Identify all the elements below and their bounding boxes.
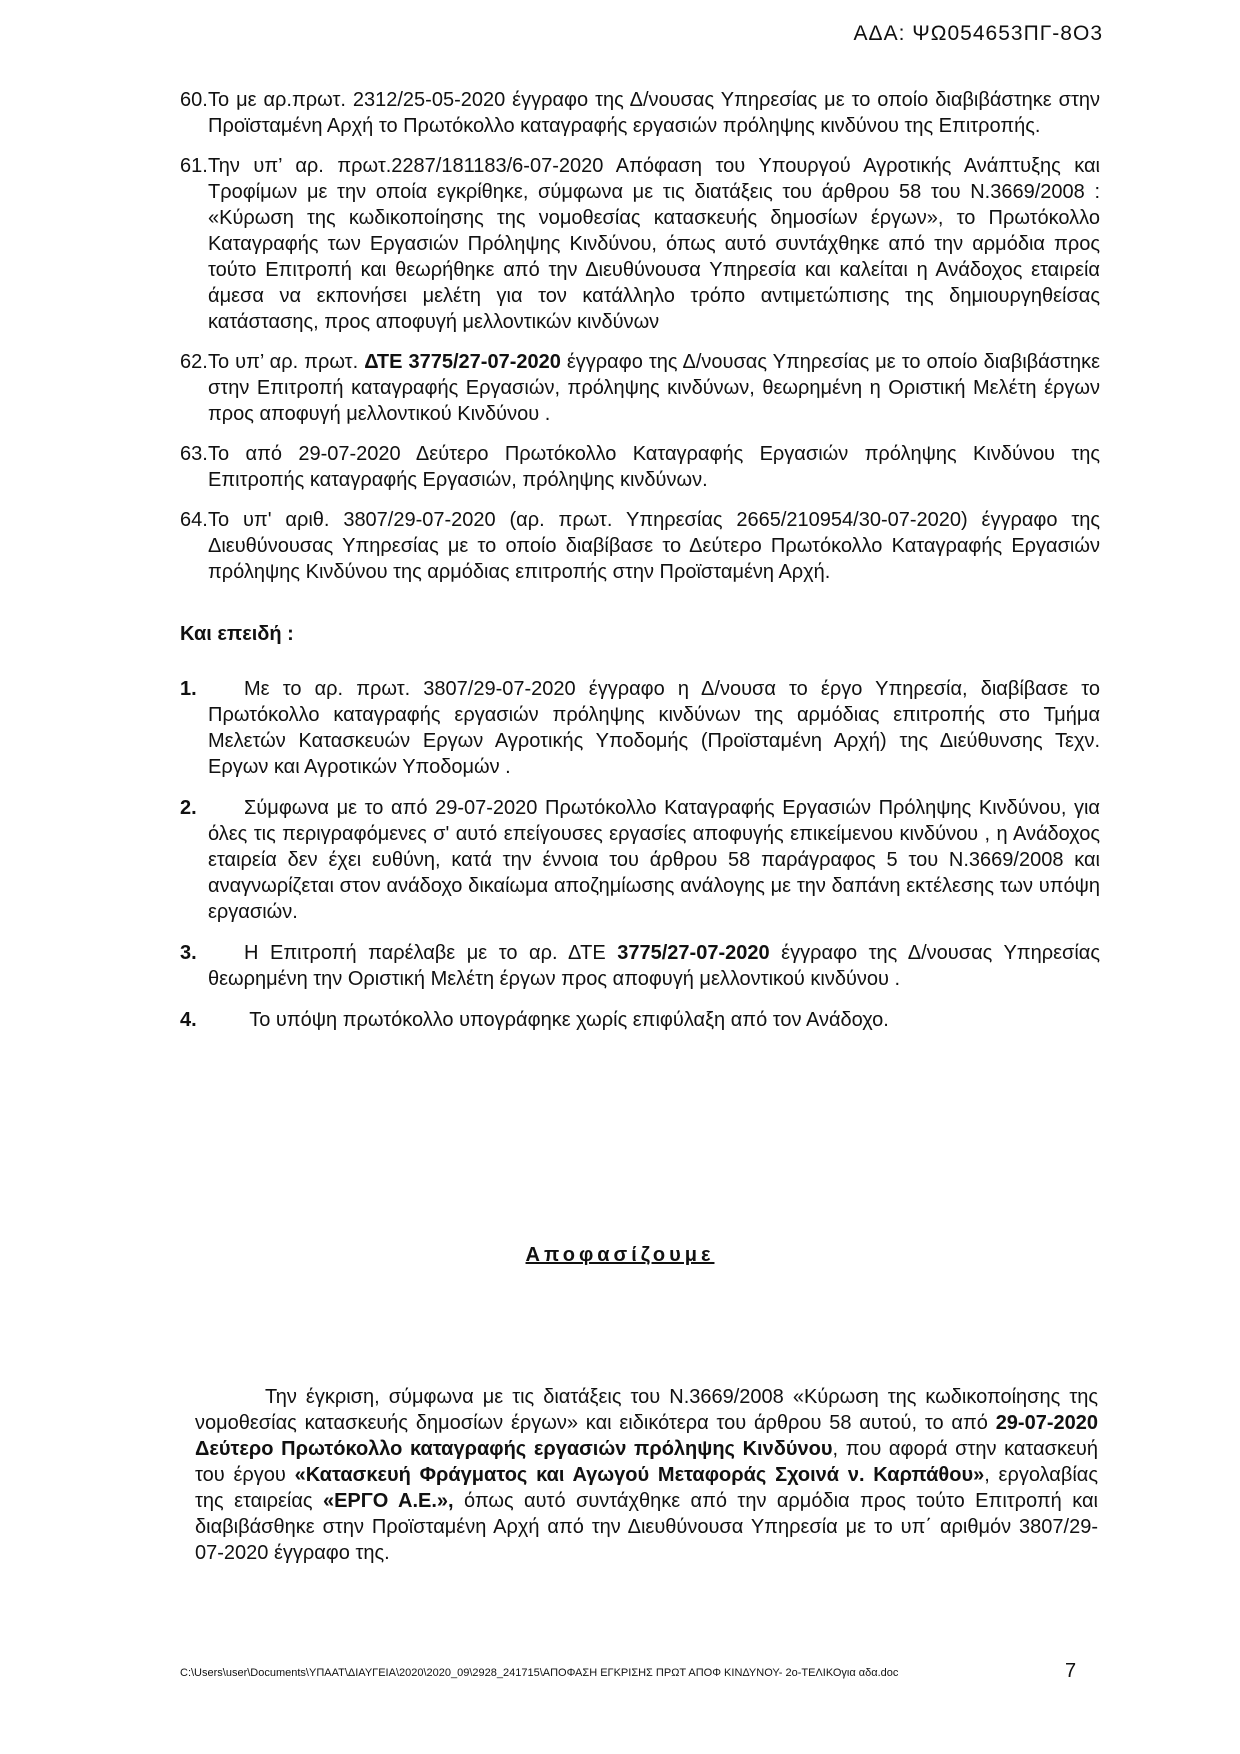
bold-text: «Κατασκευή Φράγματος και Αγωγού Μεταφοράς Σχοινά ν. Καρπάθου»: [294, 1464, 985, 1486]
final-paragraph: [195, 1384, 1098, 1566]
text-run: Το υπ' αριθ. 3807/29-07-2020 (αρ. πρωτ. Υπηρεσίας 2665/210954/30-07-2020) έγγραφο της Διευθύνουσας Υπηρεσίας με το οποίο διαβίβασε το Δεύτερο Πρωτόκολλο Καταγραφής Εργασιών πρόληψης Κινδύνου της αρμόδιας επιτροπής στην Προϊσταμένη Αρχή.: [208, 509, 1100, 583]
text-run: , εργολαβίας της εταιρείας: [195, 1464, 1099, 1512]
text-run: όπως αυτό συντάχθηκε από την αρμόδια προς τούτο Επιτροπή και διαβιβάσθηκε στην Προϊσταμένη Αρχή από την Διευθύνουσα Υπηρεσία με το υπ΄ αριθμόν 3807/29-07-2020 έγγραφο της.: [195, 1490, 1098, 1564]
decision-title: Αποφασίζουμε: [525, 1244, 715, 1266]
whereas-number: 3.: [180, 942, 197, 964]
whereas-text: [208, 940, 1100, 992]
item-text: [208, 349, 1100, 427]
numbered-item: [180, 349, 1100, 427]
item-text: [208, 153, 1100, 335]
whereas-item: [180, 940, 1100, 992]
text-run: Το υπ’ αρ. πρωτ.: [208, 351, 365, 373]
whereas-number: 2.: [180, 797, 197, 819]
bold-text: «ΕΡΓΟ Α.Ε.»,: [322, 1490, 454, 1512]
item-number: 61.: [180, 155, 208, 177]
bold-text: 29-07-2020 Δεύτερο Πρωτόκολλο καταγραφής εργασιών πρόληψης Κινδύνου: [195, 1412, 1098, 1460]
whereas-text: [208, 1007, 1100, 1033]
text-run: έγγραφο της Δ/νουσας Υπηρεσίας θεωρημένη την Οριστική Μελέτη έργων προς αποφυγή μελλοντικού κινδύνου .: [208, 942, 1100, 990]
footer-file-path: C:\Users\user\Documents\ΥΠΑΑΤ\ΔΙΑΥΓΕΙΑ\2020\2020_09\2928_241715\ΑΠΟΦΑΣΗ ΕΓΚΡΙΣΗΣ ΠΡΩΤ ΑΠΟΦ ΚΙΝΔΥΝΟΥ- 2ο-ΤΕΛΙΚΟγια αδα.doc: [180, 1667, 899, 1679]
text-run: έγγραφο της Δ/νουσας Υπηρεσίας με το οποίο διαβιβάστηκε στην Επιτροπή καταγραφής Εργασιών, πρόληψης κινδύνων, θεωρημένη η Οριστική Μελέτη έργων προς αποφυγή μελλοντικού Κινδύνου .: [208, 351, 1100, 425]
numbered-item: [180, 441, 1100, 493]
text-run: Το με αρ.πρωτ. 2312/25-05-2020 έγγραφο της Δ/νουσας Υπηρεσίας με το οποίο διαβιβάστηκε στην Προϊσταμένη Αρχή το Πρωτόκολλο καταγραφής εργασιών πρόληψης κινδύνου της Επιτροπής.: [208, 89, 1100, 137]
whereas-text: [208, 676, 1100, 780]
text-run: Σύμφωνα με το από 29-07-2020 Πρωτόκολλο Καταγραφής Εργασιών Πρόληψης Κινδύνου, για όλες τις περιγραφόμενες σ' αυτό επείγουσες εργασίες αποφυγής επικείμενου κινδύνου , η Ανάδοχος εταιρεία δεν έχει ευθύνη, κατά την έννοια του άρθρου 58 παράγραφος 5 του Ν.3669/2008 και αναγνωρίζεται στον ανάδοχο δικαίωμα αποζημίωσης ανάλογης με την δαπάνη εκτέλεσης των υπόψη εργασιών.: [208, 797, 1100, 923]
text-run: Την υπ’ αρ. πρωτ.2287/181183/6-07-2020 Απόφαση του Υπουργού Αγροτικής Ανάπτυξης και Τροφίμων με την οποία εγκρίθηκε, σύμφωνα με τις διατάξεις του άρθρου 58 του Ν.3669/2008 : «Κύρωση της κωδικοποίησης της νομοθεσίας κατασκευής δημοσίων έργων», το Πρωτόκολλο Καταγραφής των Εργασιών Πρόληψης Κινδύνου, όπως αυτό συντάχθηκε από την αρμόδια προς τούτο Επιτροπή και θεωρήθηκε από την Διευθύνουσα Υπηρεσία και καλείται η Ανάδοχος εταιρεία άμεσα να εκπονήσει μελέτη για τον κατάλληλο τρόπο αντιμετώπισης της δημιουργηθείσας κατάστασης, προς αποφυγή μελλοντικών κινδύνων: [208, 155, 1100, 333]
text-run: Το υπόψη πρωτόκολλο υπογράφηκε χωρίς επιφύλαξη από τον Ανάδοχο.: [244, 1009, 889, 1031]
bold-text: 3775/27-07-2020: [617, 942, 770, 964]
numbered-item: [180, 153, 1100, 335]
page-body: [180, 87, 1100, 1048]
text-run: Την έγκριση, σύμφωνα με τις διατάξεις του Ν.3669/2008 «Κύρωση της κωδικοποίησης της νομοθεσίας κατασκευής δημοσίων έργων» και ειδικότερα του άρθρου 58 αυτού, το από: [195, 1386, 1098, 1434]
whereas-text: [208, 795, 1100, 925]
ada-code: ΑΔΑ: ΨΩ054653ΠΓ-8Ο3: [853, 22, 1103, 45]
numbered-list: [180, 87, 1100, 585]
numbered-item: [180, 87, 1100, 139]
item-number: 64.: [180, 509, 208, 531]
whereas-list: [180, 676, 1100, 1033]
item-text: [208, 441, 1100, 493]
item-text: [208, 87, 1100, 139]
whereas-item: [180, 795, 1100, 925]
text-run: Η Επιτροπή παρέλαβε με το αρ. ΔΤΕ: [244, 942, 618, 964]
item-number: 60.: [180, 89, 208, 111]
item-number: 63.: [180, 443, 208, 465]
bold-text: ΔΤΕ 3775/27-07-2020: [364, 351, 561, 373]
whereas-number: 1.: [180, 678, 197, 700]
whereas-heading: Και επειδή :: [180, 623, 294, 645]
text-run: Με το αρ. πρωτ. 3807/29-07-2020 έγγραφο η Δ/νουσα το έργο Υπηρεσία, διαβίβασε το Πρωτόκολλο καταγραφής εργασιών πρόληψης κινδύνων της αρμόδιας επιτροπής στο Τμήμα Μελετών Κατασκευών Εργων Αγροτικής Υποδομής (Προϊσταμένη Αρχή) της Διεύθυνσης Τεχν. Εργων και Αγροτικών Υποδομών .: [208, 678, 1100, 778]
page-number: 7: [1065, 1660, 1077, 1682]
text-run: Το από 29-07-2020 Δεύτερο Πρωτόκολλο Καταγραφής Εργασιών πρόληψης Κινδύνου της Επιτροπής καταγραφής Εργασιών, πρόληψης κινδύνων.: [208, 443, 1100, 491]
whereas-item: [180, 1007, 1100, 1033]
whereas-number: 4.: [180, 1009, 197, 1031]
text-run: , που αφορά στην κατασκευή του έργου: [195, 1438, 1098, 1486]
numbered-item: [180, 507, 1100, 585]
item-text: [208, 507, 1100, 585]
item-number: 62.: [180, 351, 208, 373]
whereas-item: [180, 676, 1100, 780]
